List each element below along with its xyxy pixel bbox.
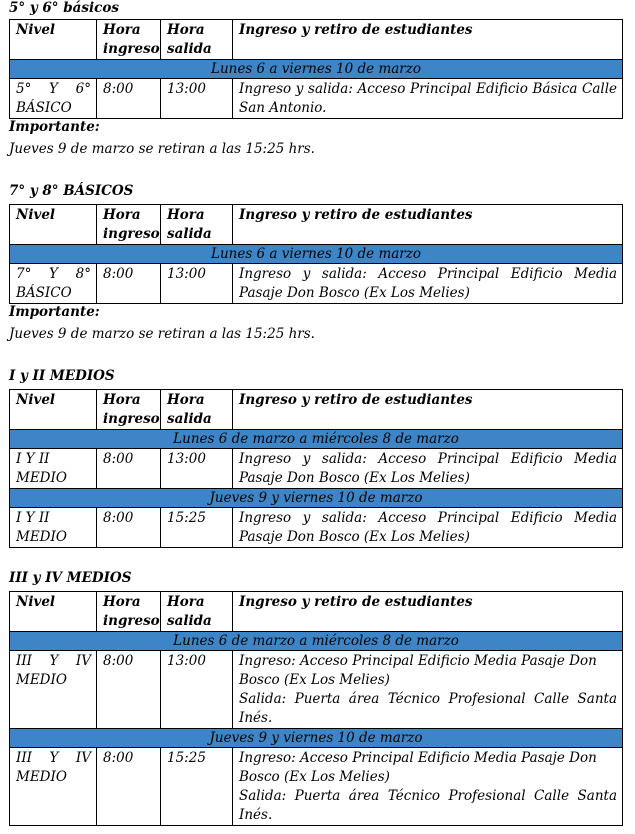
table-row: [10, 264, 623, 304]
date-band: [10, 60, 623, 79]
note-text: Jueves 9 de marzo se retiran a las 15:25 hrs.: [9, 326, 315, 342]
cell-ingreso-retiro: [233, 651, 623, 729]
cell-hora-salida: 13:00: [161, 264, 233, 304]
section-title-5-6-basicos: 5° y 6° básicos: [9, 0, 119, 16]
section-title-i-ii-medios: I y II MEDIOS: [9, 368, 115, 384]
header-hora-ingreso: Hora ingreso: [97, 20, 161, 60]
header-nivel: Nivel: [10, 390, 97, 430]
note-text: Jueves 9 de marzo se retiran a las 15:25 hrs.: [9, 141, 315, 157]
header-hora-ingreso: Hora ingreso: [97, 592, 161, 632]
cell-ingreso-retiro: Ingreso y salida: Acceso Principal Edificio Media Pasaje Don Bosco (Ex Los Melies): [233, 264, 623, 304]
table-row: [10, 449, 623, 489]
header-ingreso-retiro: Ingreso y retiro de estudiantes: [233, 20, 623, 60]
schedule-table-7-8: [9, 204, 623, 304]
salida-text: Salida: Puerta área Técnico Profesional Calle Santa Inés.: [239, 691, 617, 726]
date-band-label: Jueves 9 y viernes 10 de marzo: [10, 489, 623, 508]
cell-ingreso-retiro: [233, 748, 623, 826]
date-band-label: Jueves 9 y viernes 10 de marzo: [10, 729, 623, 748]
header-hora-salida: Hora salida: [161, 390, 233, 430]
cell-hora-ingreso: 8:00: [97, 79, 161, 119]
table-row: [10, 79, 623, 119]
ingreso-text: Ingreso: Acceso Principal Edificio Media Pasaje Don Bosco (Ex Los Melies): [239, 750, 597, 785]
cell-hora-salida: 15:25: [161, 508, 233, 548]
header-hora-ingreso: Hora ingreso: [97, 390, 161, 430]
schedule-table-i-ii: [9, 389, 623, 548]
cell-hora-salida: 13:00: [161, 651, 233, 729]
cell-hora-ingreso: 8:00: [97, 264, 161, 304]
cell-nivel: 7° Y 8° BÁSICO: [10, 264, 97, 304]
table-row: [10, 748, 623, 826]
cell-hora-ingreso: 8:00: [97, 651, 161, 729]
cell-hora-salida: 13:00: [161, 79, 233, 119]
ingreso-text: Ingreso: Acceso Principal Edificio Media Pasaje Don Bosco (Ex Los Melies): [239, 653, 597, 688]
date-band-label: Lunes 6 de marzo a miércoles 8 de marzo: [10, 430, 623, 449]
date-band-label: Lunes 6 a viernes 10 de marzo: [10, 245, 623, 264]
note-label: Importante:: [9, 119, 100, 135]
table-header-row: [10, 592, 623, 632]
cell-hora-salida: 13:00: [161, 449, 233, 489]
header-nivel: Nivel: [10, 205, 97, 245]
date-band: [10, 632, 623, 651]
date-band: [10, 245, 623, 264]
date-band: [10, 729, 623, 748]
section-title-7-8-basicos: 7° y 8° BÁSICOS: [9, 183, 134, 199]
header-hora-salida: Hora salida: [161, 20, 233, 60]
date-band: [10, 489, 623, 508]
date-band: [10, 430, 623, 449]
note-label: Importante:: [9, 304, 100, 320]
cell-nivel: III Y IV MEDIO: [10, 651, 97, 729]
table-header-row: [10, 20, 623, 60]
table-row: [10, 508, 623, 548]
cell-hora-salida: 15:25: [161, 748, 233, 826]
table-header-row: [10, 390, 623, 430]
header-nivel: Nivel: [10, 592, 97, 632]
date-band-label: Lunes 6 a viernes 10 de marzo: [10, 60, 623, 79]
cell-hora-ingreso: 8:00: [97, 449, 161, 489]
section-title-iii-iv-medios: III y IV MEDIOS: [9, 570, 132, 586]
cell-hora-ingreso: 8:00: [97, 748, 161, 826]
header-hora-salida: Hora salida: [161, 205, 233, 245]
date-band-label: Lunes 6 de marzo a miércoles 8 de marzo: [10, 632, 623, 651]
table-row: [10, 651, 623, 729]
schedule-table-iii-iv: [9, 591, 623, 826]
cell-hora-ingreso: 8:00: [97, 508, 161, 548]
schedule-table-5-6: [9, 19, 623, 119]
cell-nivel: III Y IV MEDIO: [10, 748, 97, 826]
cell-ingreso-retiro: Ingreso y salida: Acceso Principal Edificio Media Pasaje Don Bosco (Ex Los Melies): [233, 508, 623, 548]
header-ingreso-retiro: Ingreso y retiro de estudiantes: [233, 390, 623, 430]
header-nivel: Nivel: [10, 20, 97, 60]
cell-nivel: 5° Y 6° BÁSICO: [10, 79, 97, 119]
cell-ingreso-retiro: Ingreso y salida: Acceso Principal Edificio Media Pasaje Don Bosco (Ex Los Melies): [233, 449, 623, 489]
header-ingreso-retiro: Ingreso y retiro de estudiantes: [233, 205, 623, 245]
cell-nivel: I Y II MEDIO: [10, 449, 97, 489]
cell-nivel: I Y II MEDIO: [10, 508, 97, 548]
header-hora-ingreso: Hora ingreso: [97, 205, 161, 245]
table-header-row: [10, 205, 623, 245]
header-ingreso-retiro: Ingreso y retiro de estudiantes: [233, 592, 623, 632]
cell-ingreso-retiro: Ingreso y salida: Acceso Principal Edificio Básica Calle San Antonio.: [233, 79, 623, 119]
salida-text: Salida: Puerta área Técnico Profesional Calle Santa Inés.: [239, 788, 617, 823]
header-hora-salida: Hora salida: [161, 592, 233, 632]
